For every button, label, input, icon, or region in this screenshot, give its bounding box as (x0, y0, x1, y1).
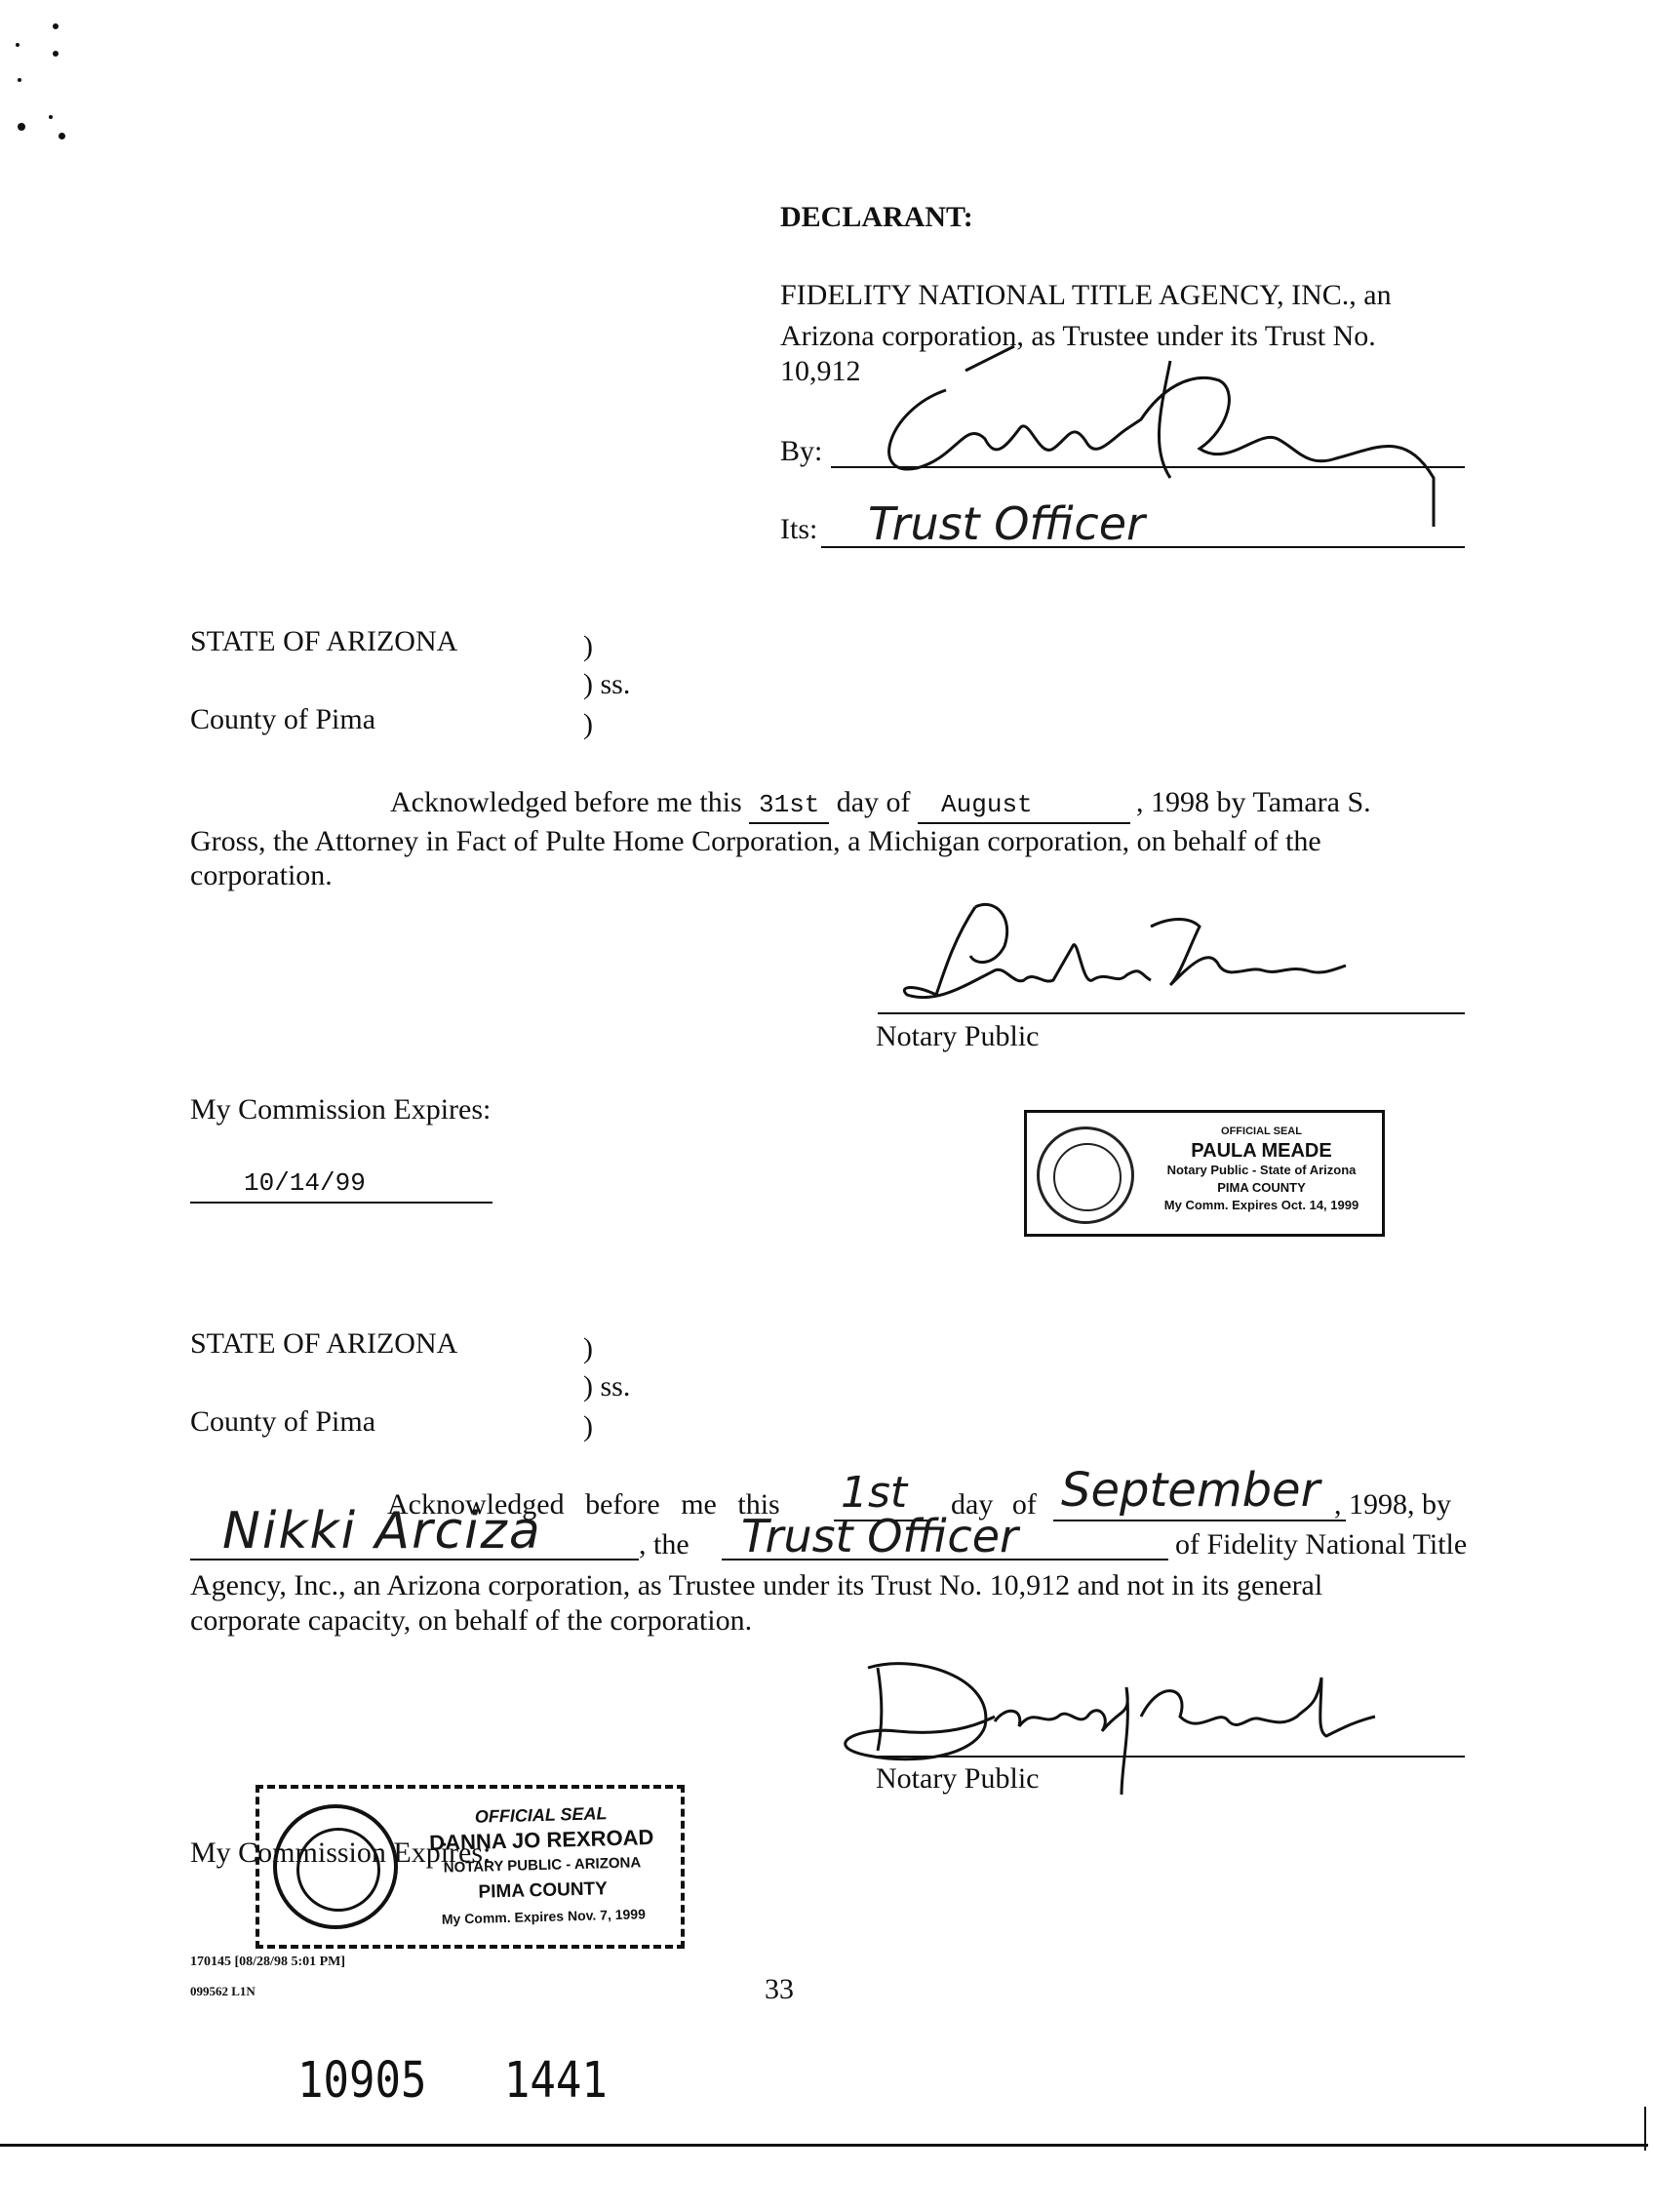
scan-speck (53, 51, 59, 57)
ack2-day: 1st (841, 1468, 908, 1518)
seal1-expires: My Comm. Expires Oct. 14, 1999 (1163, 1198, 1359, 1212)
by-label: By: (780, 435, 823, 467)
notary2-signature-line (878, 1756, 1465, 1758)
ack2-the: , the (639, 1528, 689, 1560)
venue2-paren1: ) (583, 1332, 593, 1364)
state-seal-emblem-icon (273, 1804, 398, 1929)
commission1-date: 10/14/99 (244, 1168, 366, 1198)
declarant-entity-line3: 10,912 (780, 355, 861, 387)
ack1-line1 (390, 785, 1463, 824)
ack2-title: Trust Officer (741, 1510, 1018, 1562)
seal1-line1: Notary Public - State of Arizona (1166, 1163, 1357, 1177)
seal2-line1: NOTARY PUBLIC - ARIZONA (443, 1854, 642, 1876)
seal1-name: PAULA MEADE (1191, 1140, 1332, 1162)
venue2-paren3: ) (583, 1410, 593, 1442)
scan-speck (18, 123, 25, 131)
notary1-signature-line (878, 1012, 1465, 1014)
venue1-state: STATE OF ARIZONA (190, 625, 458, 657)
its-value: Trust Officer (868, 497, 1145, 550)
commission1-label: My Commission Expires: (190, 1093, 492, 1126)
notary-seal-paula-meade (1024, 1110, 1385, 1237)
ack2-day-of: day of (951, 1488, 1037, 1521)
venue2-ss: ) ss. (583, 1370, 631, 1402)
ack1-day: 31st (749, 787, 829, 824)
venue1-paren3: ) (583, 708, 593, 740)
ack2-name: Nikki Arciza (222, 1502, 542, 1560)
declarant-entity-line1: FIDELITY NATIONAL TITLE AGENCY, INC., an (780, 279, 1392, 311)
seal1-line2: PIMA COUNTY (1217, 1180, 1306, 1195)
ack2-name-line (190, 1559, 639, 1560)
venue1-county: County of Pima (190, 703, 376, 735)
ack2-line4: corporate capacity, on behalf of the corporation. (190, 1604, 753, 1637)
scan-speck (59, 133, 65, 139)
scan-speck (18, 78, 21, 82)
ack2-month: September (1061, 1463, 1320, 1518)
seal2-expires: My Comm. Expires Nov. 7, 1999 (441, 1906, 647, 1927)
ack1-day-of: day of (836, 786, 911, 818)
state-seal-emblem-icon (1037, 1126, 1134, 1224)
page-number: 33 (765, 1973, 794, 2005)
venue2-county: County of Pima (190, 1405, 376, 1438)
ack1-year-by: , 1998 by Tamara S. (1136, 786, 1371, 818)
venue1-paren1: ) (583, 630, 593, 662)
notary1-label: Notary Public (876, 1020, 1040, 1052)
ack1-line3: corporation. (190, 859, 333, 891)
seal2-line2: PIMA COUNTY (478, 1878, 609, 1903)
scan-speck (16, 43, 20, 47)
its-label: Its: (780, 513, 818, 545)
ack2-title-line (722, 1559, 1168, 1560)
ack1-line2: Gross, the Attorney in Fact of Pulte Home Corporation, a Michigan corporation, on behalf of the (190, 825, 1321, 857)
venue1-ss: ) ss. (583, 668, 631, 700)
ack2-prefix: Acknowledged before me this (387, 1488, 780, 1521)
commission1-date-line (190, 1202, 492, 1204)
seal2-name: DANNA JO REXROAD (428, 1825, 654, 1856)
ack2-month-line (1053, 1520, 1346, 1521)
doc-reference: 170145 [08/28/98 5:01 PM] (190, 1955, 346, 1969)
page-bottom-edge (0, 2144, 1648, 2147)
declarant-entity-line2: Arizona corporation, as Trustee under its Trust No. (780, 320, 1376, 352)
notary1-signature (878, 888, 1365, 1014)
notary-seal-danna-jo-rexroad (256, 1785, 685, 1949)
declarant-heading: DECLARANT: (780, 201, 973, 233)
recording-number: 10905 1441 (297, 2052, 608, 2110)
ack1-month: August (918, 787, 1130, 824)
ack2-line3: Agency, Inc., an Arizona corporation, as Trustee under its Trust No. 10,912 and not in its general (190, 1569, 1323, 1601)
file-code: 099562 L1N (190, 1984, 256, 1998)
scan-speck (49, 115, 53, 119)
commission2-label: My Commission Expires: (190, 1837, 492, 1869)
seal1-title: OFFICIAL SEAL (1221, 1126, 1302, 1137)
scan-speck (53, 23, 59, 29)
ack1-prefix: Acknowledged before me this (390, 786, 742, 818)
notary2-label: Notary Public (876, 1762, 1040, 1795)
page-right-edge (1644, 2107, 1646, 2151)
ack2-of-fidelity: of Fidelity National Title (1175, 1528, 1468, 1560)
ack2-year-by: , 1998, by (1334, 1488, 1451, 1521)
venue2-state: STATE OF ARIZONA (190, 1327, 458, 1360)
seal2-title: OFFICIAL SEAL (474, 1803, 608, 1827)
